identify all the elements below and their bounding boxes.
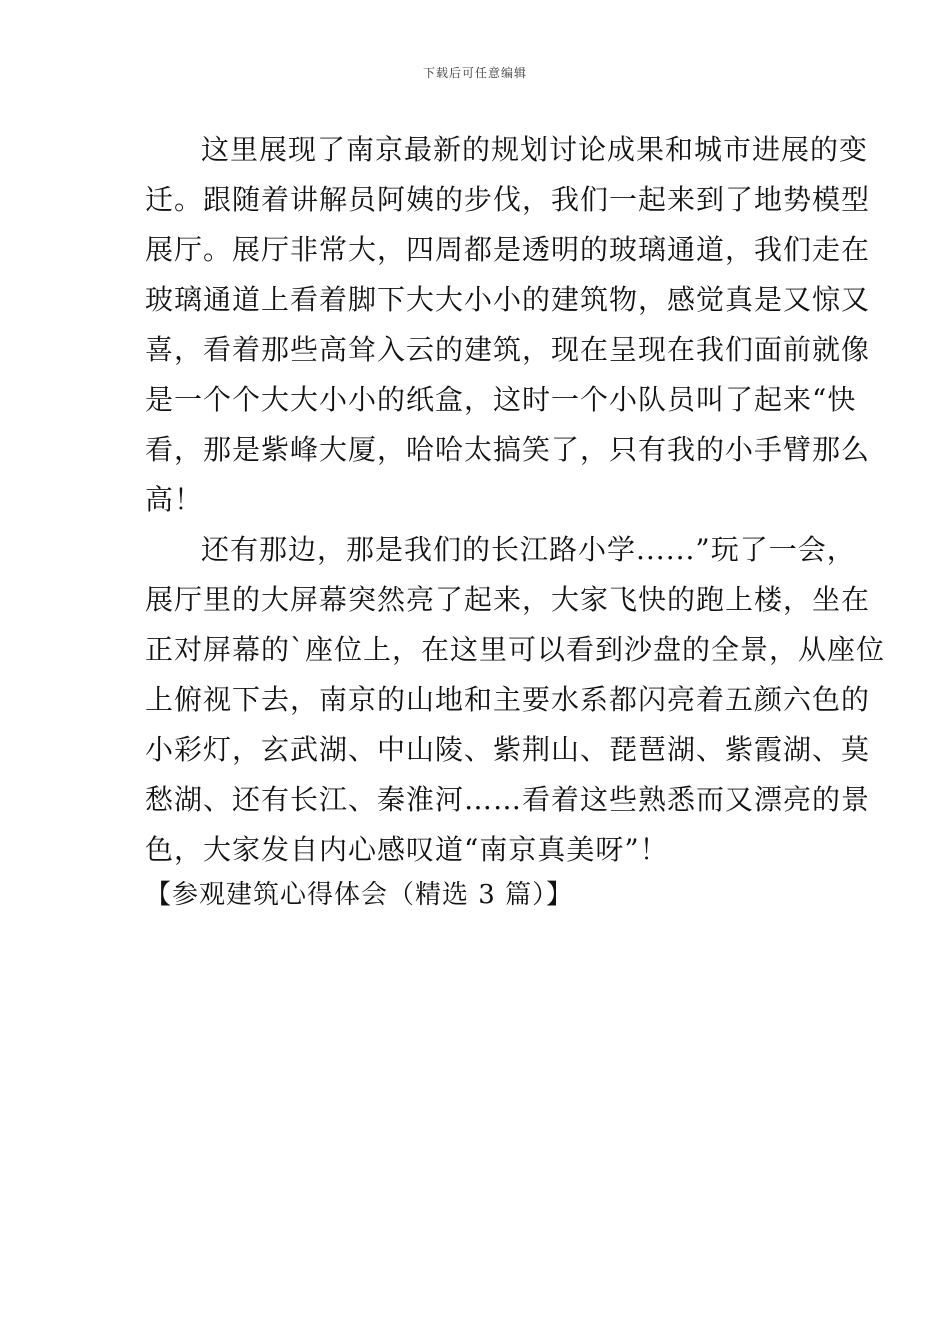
paragraph-line: 迁。跟随着讲解员阿姨的步伐，我们一起来到了地势模型: [145, 183, 871, 216]
paragraph-line: 还有那边，那是我们的长江路小学......”玩了一会，: [201, 533, 856, 566]
paragraph-line: 展厅里的大屏幕突然亮了起来，大家飞快的跑上楼，坐在: [145, 583, 871, 616]
paragraph-line: 喜，看着那些高耸入云的建筑，现在呈现在我们面前就像: [145, 333, 871, 366]
paragraph-line: 玻璃通道上看着脚下大大小小的建筑物，感觉真是又惊又: [145, 283, 871, 316]
paragraph-2: [145, 525, 886, 875]
paragraph-line: 这里展现了南京最新的规划讨论成果和城市进展的变: [201, 133, 869, 166]
paragraph-line: 愁湖、还有长江、秦淮河……看着这些熟悉而又漂亮的景: [145, 783, 871, 816]
paragraph-line: 是一个个大大小小的纸盒，这时一个小队员叫了起来“快: [145, 383, 857, 416]
paragraph-line: 正对屏幕的`座位上，在这里可以看到沙盘的全景，从座位: [145, 633, 886, 666]
paragraph-line: 小彩灯，玄武湖、中山陵、紫荆山、琵琶湖、紫霞湖、莫: [145, 733, 871, 766]
paragraph-line: 上俯视下去，南京的山地和主要水系都闪亮着五颜六色的: [145, 683, 871, 716]
paragraph-line: 看，那是紫峰大厦，哈哈太搞笑了，只有我的小手臂那么: [145, 433, 871, 466]
paragraph-line: 色，大家发自内心感叹道“南京真美呀”！: [145, 833, 669, 866]
section-title: 【参观建筑心得体会（精选 3 篇）】: [145, 880, 574, 910]
page-header-note: 下载后可任意编辑: [422, 66, 527, 80]
document-body: [145, 125, 886, 875]
paragraph-1: [145, 125, 871, 525]
paragraph-line: 高！: [145, 483, 204, 516]
paragraph-line: 展厅。展厅非常大，四周都是透明的玻璃通道，我们走在: [145, 233, 871, 266]
